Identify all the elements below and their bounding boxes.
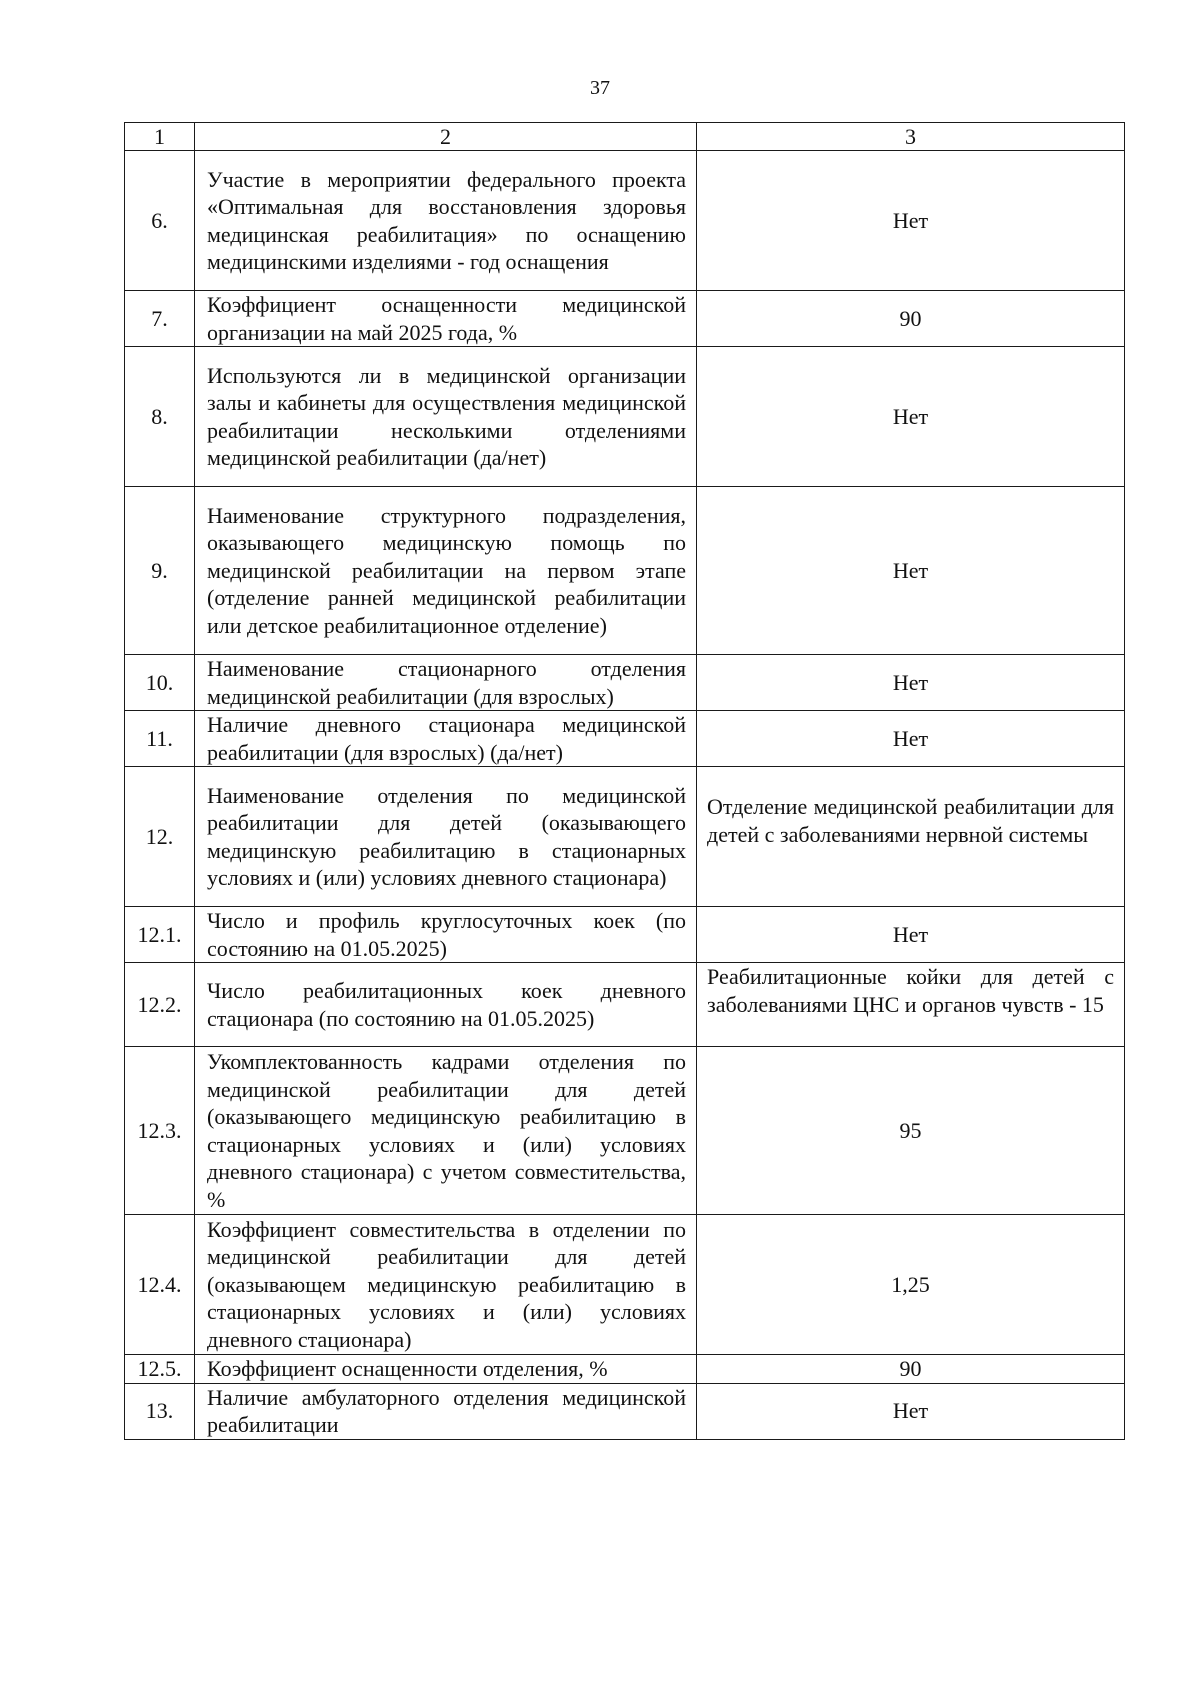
row-number: 11. [125, 711, 195, 767]
table-row [125, 1383, 1125, 1439]
header-cell-3: 3 [697, 123, 1125, 151]
row-description: Число и профиль круглосуточных коек (по состоянию на 01.05.2025) [195, 907, 697, 963]
header-cell-1: 1 [125, 123, 195, 151]
row-description: Коэффициент совместительства в отделении по медицинской реабилитации для детей (оказывающем медицинскую реабилитацию в стационарных условиях и (или) условиях дневного стационара) [195, 1215, 697, 1355]
table-row [125, 151, 1125, 291]
table-row [125, 347, 1125, 487]
data-table [124, 122, 1125, 1440]
page-number: 37 [590, 77, 610, 99]
table-row [125, 711, 1125, 767]
row-description: Укомплектованность кадрами отделения по медицинской реабилитации для детей (оказывающего медицинскую реабилитацию в стационарных условиях и (или) условиях дневного стационара) с учетом совместительства, % [195, 1047, 697, 1215]
row-description: Наличие дневного стационара медицинской реабилитации (для взрослых) (да/нет) [195, 711, 697, 767]
row-description: Используются ли в медицинской организации залы и кабинеты для осуществления медицинской реабилитации несколькими отделениями медицинской реабилитации (да/нет) [195, 347, 697, 487]
row-description: Коэффициент оснащенности медицинской организации на май 2025 года, % [195, 291, 697, 347]
row-value: Нет [697, 1383, 1125, 1439]
row-value: Нет [697, 655, 1125, 711]
table-row [125, 1215, 1125, 1355]
row-value: 90 [697, 1355, 1125, 1384]
row-value: Отделение медицинской реабилитации для детей с заболеваниями нервной системы [707, 794, 1114, 847]
row-number: 12.5. [125, 1355, 195, 1384]
table-row [125, 907, 1125, 963]
row-description: Наличие амбулаторного отделения медицинской реабилитации [195, 1383, 697, 1439]
row-description: Наименование отделения по медицинской реабилитации для детей (оказывающего медицинскую реабилитацию в стационарных условиях и (или) условиях дневного стационара) [195, 767, 697, 907]
row-number: 9. [125, 487, 195, 655]
row-description: Коэффициент оснащенности отделения, % [195, 1355, 697, 1384]
table-row [125, 291, 1125, 347]
row-description: Участие в мероприятии федерального проекта «Оптимальная для восстановления здоровья медицинская реабилитация» по оснащению медицинскими изделиями - год оснащения [195, 151, 697, 291]
table-row [125, 1355, 1125, 1384]
row-number: 10. [125, 655, 195, 711]
table-row [125, 487, 1125, 655]
row-value: 1,25 [697, 1215, 1125, 1355]
row-number: 12.2. [125, 963, 195, 1047]
row-number: 13. [125, 1383, 195, 1439]
row-value: Реабилитационные койки для детей с заболеваниями ЦНС и органов чувств - 15 [707, 964, 1114, 1017]
table-row [125, 963, 1125, 1047]
row-value: 90 [697, 291, 1125, 347]
row-value: 95 [697, 1047, 1125, 1215]
row-number: 12.1. [125, 907, 195, 963]
row-value-cell [697, 767, 1125, 907]
row-number: 12.3. [125, 1047, 195, 1215]
row-number: 12.4. [125, 1215, 195, 1355]
table-row [125, 1047, 1125, 1215]
row-number: 6. [125, 151, 195, 291]
table-header-row [125, 123, 1125, 151]
row-number: 8. [125, 347, 195, 487]
row-description: Наименование структурного подразделения, оказывающего медицинскую помощь по медицинской реабилитации на первом этапе (отделение ранней медицинской реабилитации или детское реабилитационное отделение) [195, 487, 697, 655]
table-row [125, 655, 1125, 711]
row-value: Нет [697, 151, 1125, 291]
header-cell-2: 2 [195, 123, 697, 151]
table-row [125, 767, 1125, 907]
row-value: Нет [697, 487, 1125, 655]
row-description: Наименование стационарного отделения медицинской реабилитации (для взрослых) [195, 655, 697, 711]
row-value: Нет [697, 907, 1125, 963]
row-value: Нет [697, 347, 1125, 487]
row-number: 7. [125, 291, 195, 347]
row-value: Нет [697, 711, 1125, 767]
row-number: 12. [125, 767, 195, 907]
row-description: Число реабилитационных коек дневного стационара (по состоянию на 01.05.2025) [195, 963, 697, 1047]
row-value-cell [697, 963, 1125, 1047]
